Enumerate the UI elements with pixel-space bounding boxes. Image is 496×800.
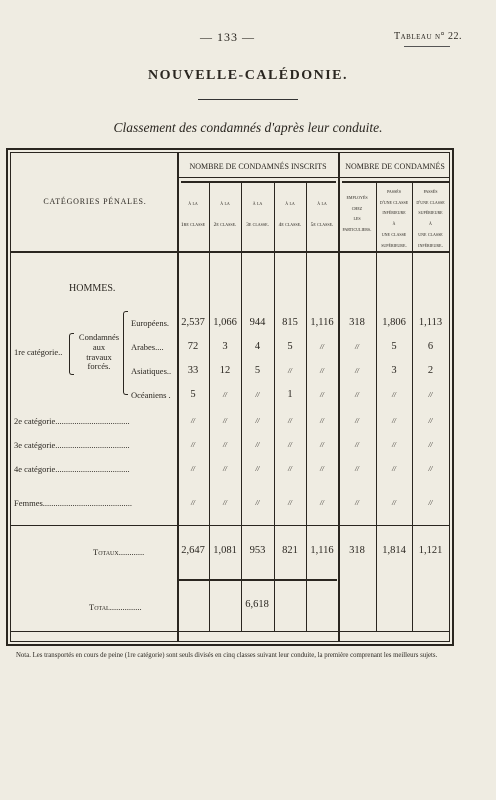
- table-cell: //: [428, 465, 433, 473]
- table-cell: //: [355, 367, 359, 375]
- class-col-header: [209, 201, 241, 229]
- brace-left: [123, 311, 128, 395]
- class-col-a: à la: [188, 201, 198, 207]
- nota-footnote: Nota. Les transportés en cours de peine (1re catégorie) sont seuls divisés en cinq classes suivant leur conduite, la première comprenant les meilleurs sujets.: [16, 652, 438, 659]
- table-cell: //: [355, 391, 359, 399]
- rule: [177, 177, 449, 178]
- totaux-cell: 1,121: [418, 545, 443, 556]
- first-category-label: 1re catégorie..: [14, 347, 63, 357]
- table-cell: 318: [349, 317, 365, 328]
- rule: [177, 579, 337, 581]
- other-col-line: d'une classe: [416, 199, 445, 206]
- table-cell: 944: [249, 317, 266, 328]
- rule: [11, 525, 449, 526]
- title-rule: [198, 99, 298, 100]
- total-value: 6,618: [245, 599, 269, 610]
- table-cell: 3: [222, 341, 228, 352]
- table-cell: //: [223, 499, 227, 507]
- table-cell: //: [191, 499, 195, 507]
- totaux-cell: 2,647: [181, 545, 205, 556]
- table-cell: //: [355, 441, 359, 449]
- table-cell: //: [223, 441, 227, 449]
- table-cell: //: [392, 391, 396, 399]
- totaux-cell: 1,116: [310, 545, 334, 556]
- class-col-a: à la: [285, 201, 295, 207]
- total-label: [89, 602, 142, 612]
- class-col-header: [177, 201, 209, 229]
- other-col-line: à: [429, 221, 432, 228]
- table-cell: 5: [391, 341, 397, 352]
- total-text: Total...............: [89, 602, 142, 612]
- table-cell: //: [355, 465, 359, 473]
- totaux-cell: 821: [282, 545, 298, 556]
- header-rule: [404, 46, 450, 47]
- totaux-cell: 1,081: [213, 545, 237, 556]
- other-col-header: [338, 193, 376, 236]
- table-cell: //: [191, 441, 195, 449]
- page-subtitle: Classement des condamnés d'après leur conduite.: [113, 120, 383, 135]
- table-cell: //: [255, 465, 260, 473]
- table-cell: 12: [219, 365, 231, 376]
- table-cell: //: [392, 441, 396, 449]
- class-col-b: 2e classe.: [213, 221, 237, 228]
- table-cell: //: [355, 417, 359, 425]
- table-cell: //: [355, 343, 359, 351]
- other-col-header: [376, 187, 412, 251]
- table-cell: //: [223, 391, 227, 399]
- table-cell: 2: [427, 365, 434, 376]
- other-col-line: employés: [346, 195, 368, 201]
- table-cell: //: [191, 417, 195, 425]
- other-col-line: les: [353, 216, 361, 223]
- section-hommes: HOMMES.: [69, 283, 116, 294]
- class-col-a: à la: [220, 201, 230, 207]
- page-number: — 133 —: [200, 30, 255, 44]
- table-cell: //: [255, 391, 260, 399]
- table-cell: //: [392, 465, 396, 473]
- sub-line: aux: [92, 341, 106, 352]
- other-col-line: à: [392, 221, 396, 228]
- table-cell: //: [255, 441, 260, 449]
- sub-line: Condamnés: [78, 332, 120, 342]
- table-inner-frame: [10, 152, 450, 642]
- table-cell: //: [288, 367, 292, 375]
- rule: [181, 181, 336, 183]
- table-cell: //: [428, 417, 433, 425]
- table-cell: //: [320, 441, 324, 449]
- other-col-line: d'une classe: [379, 199, 409, 206]
- row-label: 4e catégorie...................................: [14, 464, 130, 474]
- row-label: Européens.: [131, 318, 170, 328]
- class-col-b: 1re classe: [180, 221, 206, 228]
- other-col-line: passés: [423, 189, 438, 195]
- totaux-cell: 318: [349, 545, 365, 556]
- table-cell: 2,537: [181, 317, 205, 328]
- other-col-line: une classe: [381, 231, 407, 238]
- class-col-a: à la: [317, 201, 327, 207]
- first-category-sub: [75, 333, 123, 372]
- other-col-line: particuliers.: [342, 227, 372, 234]
- table-cell: //: [320, 499, 324, 507]
- row-label: 3e catégorie...................................: [14, 440, 130, 450]
- other-col-line: passés: [387, 189, 401, 195]
- table-cell: 5: [190, 389, 196, 400]
- class-col-header: [241, 201, 274, 229]
- group-header-condamnes: NOMBRE DE CONDAMNÉS: [345, 162, 445, 171]
- table-cell: 1,113: [418, 317, 443, 328]
- table-cell: 1,066: [213, 317, 237, 328]
- table-cell: //: [255, 499, 260, 507]
- class-col-a: à la: [252, 201, 263, 207]
- table-cell: 5: [254, 365, 261, 376]
- table-cell: //: [191, 465, 195, 473]
- other-col-line: inférieure: [382, 210, 406, 217]
- class-col-header: [306, 201, 338, 229]
- other-col-line: inférieure.: [418, 242, 443, 249]
- other-col-line: supérieure: [418, 210, 443, 217]
- table-cell: //: [355, 499, 359, 507]
- row-label: Asiatiques..: [131, 366, 172, 376]
- table-cell: //: [428, 499, 433, 507]
- table-cell: 3: [391, 365, 397, 376]
- table-cell: 1,116: [310, 317, 334, 328]
- table-reference: Tableau n° 22.: [394, 31, 463, 42]
- row-label: Océaniens .: [131, 390, 171, 400]
- row-label: Femmes..........................................: [14, 498, 133, 508]
- other-col-line: une classe: [418, 231, 443, 238]
- table-cell: //: [320, 343, 324, 351]
- other-col-header: [412, 187, 449, 251]
- rule: [11, 631, 449, 632]
- table-cell: 33: [187, 365, 199, 376]
- table-cell: 4: [254, 341, 261, 352]
- table-cell: 1,806: [382, 317, 406, 328]
- page-title: NOUVELLE-CALÉDONIE.: [147, 68, 349, 83]
- totaux-label: [93, 547, 144, 557]
- class-col-b: 5e classe.: [310, 221, 334, 228]
- row-header-categories: CATÉGORIES PÉNALES.: [43, 197, 147, 206]
- table-cell: //: [288, 499, 292, 507]
- table-cell: //: [392, 417, 396, 425]
- table-cell: //: [320, 417, 324, 425]
- table-cell: 6: [427, 341, 434, 352]
- table-cell: //: [320, 391, 324, 399]
- table-cell: //: [320, 367, 324, 375]
- sub-line: forcés.: [87, 361, 111, 372]
- sub-line: travaux: [86, 351, 112, 362]
- table-cell: //: [288, 417, 292, 425]
- table-cell: 815: [282, 317, 298, 328]
- table-cell: //: [392, 499, 396, 507]
- totaux-text: Totaux............: [93, 547, 145, 557]
- table-cell: //: [223, 417, 227, 425]
- brace-left: [69, 333, 74, 375]
- group-header-inscrits: NOMBRE DE CONDAMNÉS INSCRITS: [189, 162, 327, 171]
- table-cell: 5: [287, 341, 293, 352]
- class-col-b: 4e classe.: [278, 221, 302, 228]
- table-cell: //: [288, 441, 292, 449]
- other-col-line: supérieure.: [381, 242, 407, 249]
- row-label: Arabes....: [131, 342, 164, 352]
- table-cell: 72: [187, 341, 199, 352]
- class-col-b: 3e classe.: [246, 221, 269, 228]
- other-col-line: chez: [351, 205, 363, 212]
- table-cell: //: [288, 465, 292, 473]
- table-cell: //: [428, 391, 433, 399]
- table-cell: //: [428, 441, 433, 449]
- totaux-cell: 1,814: [382, 545, 406, 556]
- table-cell: //: [255, 417, 260, 425]
- table-cell: //: [320, 465, 324, 473]
- table-cell: //: [223, 465, 227, 473]
- class-col-header: [274, 201, 306, 229]
- totaux-cell: 953: [249, 545, 266, 556]
- row-label: 2e catégorie...................................: [14, 416, 130, 426]
- table-cell: 1: [287, 389, 293, 400]
- rule: [342, 181, 449, 183]
